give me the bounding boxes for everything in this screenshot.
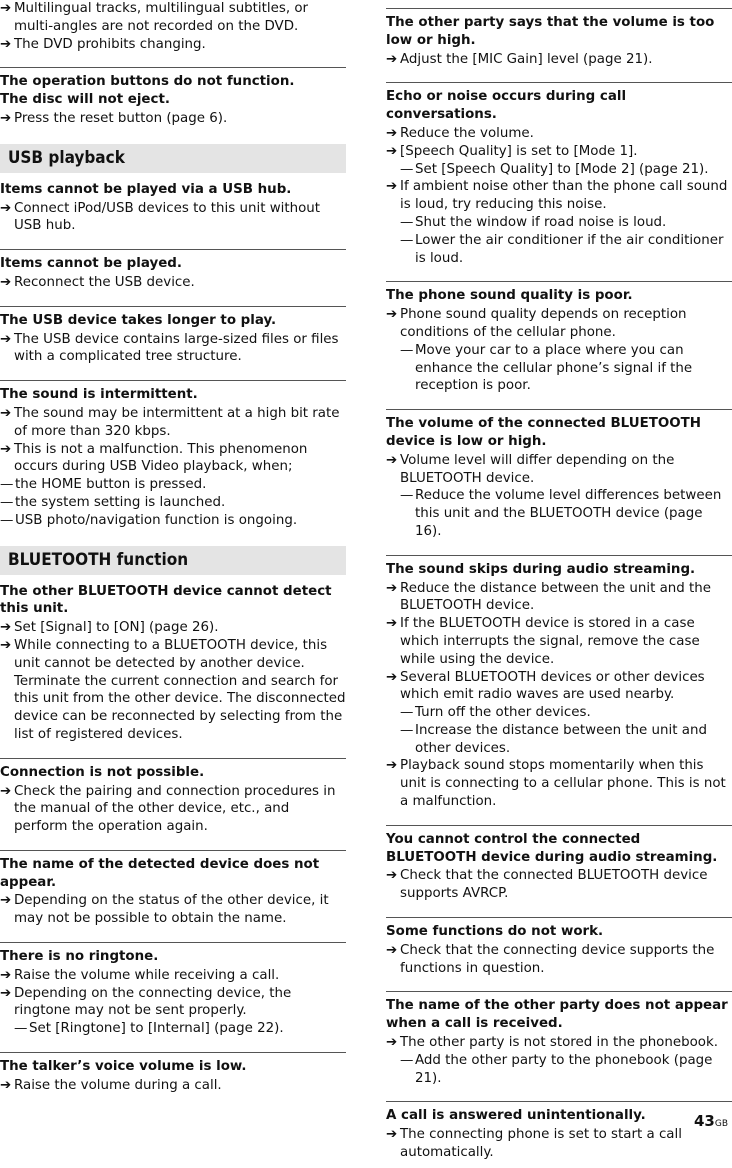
arrow-icon: ➔ xyxy=(386,51,398,67)
dash-icon: — xyxy=(400,232,414,248)
solution-text: The USB device contains large-sized files or files with a complicated tree structure. xyxy=(14,331,339,365)
problem-title-line: The name of the detected device does not appear. xyxy=(0,856,320,890)
sub-item xyxy=(386,704,732,722)
solution-text: Reduce the volume. xyxy=(400,125,534,141)
problem-title xyxy=(386,997,732,1033)
sub-item-text: Add the other party to the phonebook (page 21). xyxy=(415,1052,713,1086)
sub-item-text: Set [Speech Quality] to [Mode 2] (page 21). xyxy=(415,161,709,177)
solution-text: The other party is not stored in the phonebook. xyxy=(400,1035,718,1051)
problem-title xyxy=(386,88,732,124)
solution-text: Reconnect the USB device. xyxy=(14,274,195,290)
solution-item xyxy=(386,125,732,143)
solution-item xyxy=(0,274,346,292)
troubleshoot-entry xyxy=(0,850,346,934)
solution-item xyxy=(0,892,346,928)
arrow-icon: ➔ xyxy=(0,331,12,347)
arrow-icon: ➔ xyxy=(386,307,398,323)
sub-item-text: the system setting is launched. xyxy=(15,494,226,510)
sub-item-text: Set [Ringtone] to [Internal] (page 22). xyxy=(29,1021,284,1037)
sub-item xyxy=(386,232,732,268)
problem-title xyxy=(0,948,346,966)
dash-icon: — xyxy=(400,705,414,721)
problem-title xyxy=(0,1058,346,1076)
arrow-icon: ➔ xyxy=(0,1,12,16)
troubleshoot-entry xyxy=(0,249,346,298)
solution-text: Check that the connecting device supports the functions in question. xyxy=(400,942,715,976)
problem-title xyxy=(0,583,346,619)
arrow-icon: ➔ xyxy=(0,637,12,653)
arrow-icon: ➔ xyxy=(0,405,12,421)
solution-item xyxy=(0,619,346,637)
solution-item xyxy=(386,452,732,488)
sub-item xyxy=(386,487,732,540)
arrow-icon: ➔ xyxy=(386,669,398,685)
solution-text: Reduce the distance between the unit and the BLUETOOTH device. xyxy=(400,580,712,614)
solution-text: If ambient noise other than the phone call sound is loud, try reducing this noise. xyxy=(400,179,728,213)
arrow-icon: ➔ xyxy=(0,200,12,216)
problem-title xyxy=(386,561,732,579)
sub-item xyxy=(0,512,346,530)
problem-title xyxy=(0,764,346,782)
solution-item xyxy=(0,110,346,128)
problem-title xyxy=(0,255,346,273)
problem-title-line: Items cannot be played via a USB hub. xyxy=(0,181,292,197)
arrow-icon: ➔ xyxy=(0,620,12,636)
sub-item-text: Reduce the volume level differences between this unit and the BLUETOOTH device (page 16). xyxy=(415,488,722,539)
solution-text: This is not a malfunction. This phenomenon occurs during USB Video playback, when; xyxy=(14,441,308,475)
sub-item-text: Increase the distance between the unit and other devices. xyxy=(415,722,707,756)
troubleshoot-entry xyxy=(386,991,732,1093)
problem-title-line: A call is answered unintentionally. xyxy=(386,1108,646,1124)
solution-text: Multilingual tracks, multilingual subtitles, or multi-angles are not recorded on the DVD. xyxy=(14,1,309,34)
arrow-icon: ➔ xyxy=(0,893,12,909)
dash-icon: — xyxy=(14,1021,28,1037)
troubleshoot-entry xyxy=(386,82,732,273)
arrow-icon: ➔ xyxy=(386,143,398,159)
problem-title-line: Connection is not possible. xyxy=(0,764,205,780)
solution-text: Raise the volume while receiving a call. xyxy=(14,967,280,983)
solution-text: Depending on the status of the other device, it may not be possible to obtain the name. xyxy=(14,893,329,927)
problem-title xyxy=(0,181,346,199)
solution-item xyxy=(386,867,732,903)
solution-item xyxy=(0,985,346,1021)
arrow-icon: ➔ xyxy=(0,36,12,52)
dash-icon: — xyxy=(0,477,14,493)
solution-text: The connecting phone is set to start a call automatically. xyxy=(400,1127,682,1161)
arrow-icon: ➔ xyxy=(386,125,398,141)
problem-title-line: You cannot control the connected BLUETOOTH device during audio streaming. xyxy=(386,831,718,865)
solution-text: Phone sound quality depends on reception conditions of the cellular phone. xyxy=(400,307,687,340)
arrow-icon: ➔ xyxy=(386,452,398,468)
problem-title-line: Echo or noise occurs during call conversations. xyxy=(386,89,627,123)
solution-text: Press the reset button (page 6). xyxy=(14,110,228,126)
sub-item xyxy=(386,1052,732,1088)
troubleshoot-entry xyxy=(0,181,346,241)
problem-title xyxy=(0,856,346,892)
troubleshoot-entry xyxy=(386,1101,732,1167)
problem-title-line: The other BLUETOOTH device cannot detect this unit. xyxy=(0,583,332,617)
sub-item xyxy=(0,476,346,494)
page-number-value: 43 xyxy=(693,1112,715,1131)
dash-icon: — xyxy=(400,161,414,177)
arrow-icon: ➔ xyxy=(0,783,12,799)
problem-title xyxy=(386,831,732,867)
sub-item xyxy=(386,214,732,232)
dash-icon: — xyxy=(0,494,14,510)
sub-item xyxy=(0,1020,346,1038)
page-number-suffix: GB xyxy=(714,1119,728,1130)
arrow-icon: ➔ xyxy=(0,110,12,126)
solution-item xyxy=(0,405,346,441)
troubleshoot-entry xyxy=(0,380,346,535)
solution-text: Depending on the connecting device, the ringtone may not be sent properly. xyxy=(14,985,292,1019)
solution-item xyxy=(386,178,732,214)
solution-item xyxy=(0,783,346,836)
solution-text: Check the pairing and connection procedures in the manual of the other device, etc., and perform the operation again. xyxy=(14,783,336,835)
problem-title-line: The sound is intermittent. xyxy=(0,387,198,403)
arrow-icon: ➔ xyxy=(386,942,398,958)
troubleshoot-entry xyxy=(0,942,346,1044)
solution-text: [Speech Quality] is set to [Mode 1]. xyxy=(400,143,638,159)
arrow-icon: ➔ xyxy=(386,179,398,195)
right-column xyxy=(386,0,732,1168)
problem-title xyxy=(0,386,346,404)
arrow-icon: ➔ xyxy=(386,758,398,774)
solution-item xyxy=(386,580,732,616)
problem-title xyxy=(386,1107,732,1125)
solution-item xyxy=(0,331,346,367)
troubleshoot-entry xyxy=(0,67,346,133)
solution-text: Adjust the [MIC Gain] level (page 21). xyxy=(400,51,653,67)
solution-item xyxy=(0,637,346,744)
sub-item xyxy=(386,161,732,179)
solution-item xyxy=(386,1126,732,1162)
solution-item xyxy=(0,441,346,477)
problem-title-line: The name of the other party does not appear when a call is received. xyxy=(386,998,728,1032)
troubleshoot-entry xyxy=(386,917,732,983)
arrow-icon: ➔ xyxy=(386,868,398,884)
sub-item-text: Turn off the other devices. xyxy=(415,705,591,721)
sub-item-text: USB photo/navigation function is ongoing. xyxy=(15,512,298,528)
dash-icon: — xyxy=(400,214,414,230)
solution-text: Playback sound stops momentarily when this unit is connecting to a cellular phone. This is not a malfunction. xyxy=(400,758,726,810)
solution-item xyxy=(0,36,346,54)
dash-icon: — xyxy=(400,722,414,738)
problem-title xyxy=(386,287,732,305)
solution-item xyxy=(386,669,732,705)
troubleshoot-entry xyxy=(386,281,732,401)
solution-item xyxy=(386,615,732,668)
solution-item xyxy=(386,757,732,810)
solution-text: If the BLUETOOTH device is stored in a case which interrupts the signal, remove the case while using the device. xyxy=(400,616,700,667)
troubleshoot-entry xyxy=(386,825,732,909)
problem-title-line: The volume of the connected BLUETOOTH device is low or high. xyxy=(386,416,701,449)
sub-item-text: the HOME button is pressed. xyxy=(15,477,207,493)
solution-item xyxy=(386,306,732,342)
dash-icon: — xyxy=(0,512,14,528)
problem-title xyxy=(386,14,732,50)
sub-item-text: Move your car to a place where you can enhance the cellular phone’s signal if the reception is poor. xyxy=(415,342,693,394)
troubleshoot-entry xyxy=(0,0,346,59)
solution-text: While connecting to a BLUETOOTH device, this unit cannot be detected by another device. Terminate the current connection and search for this unit from the other device. The disconnected device can be reconnected by selecting from the list of registered devices. xyxy=(14,637,346,742)
problem-title-line: The operation buttons do not function. xyxy=(0,74,295,90)
sub-item-text: Lower the air conditioner if the air conditioner is loud. xyxy=(415,232,724,266)
arrow-icon: ➔ xyxy=(0,441,12,457)
section-heading: BLUETOOTH function xyxy=(0,546,346,575)
problem-title-line: The phone sound quality is poor. xyxy=(386,288,633,304)
sub-item-text: Shut the window if road noise is loud. xyxy=(415,214,667,230)
problem-title xyxy=(386,923,732,941)
problem-title-line: There is no ringtone. xyxy=(0,949,159,965)
problem-title-line: The other party says that the volume is too low or high. xyxy=(386,15,715,48)
solution-text: Volume level will differ depending on the BLUETOOTH device. xyxy=(400,452,675,486)
problem-title xyxy=(0,73,346,109)
problem-title-line: The USB device takes longer to play. xyxy=(0,312,277,328)
arrow-icon: ➔ xyxy=(386,616,398,632)
left-column xyxy=(0,0,346,1101)
problem-title-line: The sound skips during audio streaming. xyxy=(386,561,696,577)
problem-title-line: Some functions do not work. xyxy=(386,924,604,940)
troubleshoot-entry xyxy=(0,306,346,372)
dash-icon: — xyxy=(400,1052,414,1068)
sub-item xyxy=(386,342,732,395)
solution-text: Raise the volume during a call. xyxy=(14,1077,222,1093)
sub-item xyxy=(0,494,346,512)
solution-item xyxy=(386,942,732,978)
solution-item xyxy=(386,51,732,69)
arrow-icon: ➔ xyxy=(0,985,12,1001)
troubleshoot-entry xyxy=(0,583,346,750)
arrow-icon: ➔ xyxy=(386,1127,398,1143)
solution-item xyxy=(0,1077,346,1095)
troubleshoot-entry xyxy=(0,1052,346,1101)
solution-text: Check that the connected BLUETOOTH device supports AVRCP. xyxy=(400,868,708,902)
dash-icon: — xyxy=(400,342,414,358)
sub-item xyxy=(386,722,732,758)
arrow-icon: ➔ xyxy=(0,1077,12,1093)
dash-icon: — xyxy=(400,488,414,504)
arrow-icon: ➔ xyxy=(386,1035,398,1051)
page-number xyxy=(694,1113,728,1134)
problem-title-line: The disc will not eject. xyxy=(0,92,170,108)
troubleshoot-entry xyxy=(386,555,732,817)
solution-text: The DVD prohibits changing. xyxy=(14,36,206,52)
solution-item xyxy=(0,0,346,36)
solution-item xyxy=(386,143,732,161)
troubleshoot-entry xyxy=(0,758,346,842)
troubleshoot-entry xyxy=(386,409,732,547)
problem-title-line: Items cannot be played. xyxy=(0,256,182,272)
arrow-icon: ➔ xyxy=(0,274,12,290)
solution-text: Connect iPod/USB devices to this unit without USB hub. xyxy=(14,200,321,234)
problem-title xyxy=(386,415,732,451)
solution-item xyxy=(0,967,346,985)
arrow-icon: ➔ xyxy=(386,580,398,596)
troubleshoot-entry xyxy=(386,8,732,74)
problem-title xyxy=(0,312,346,330)
solution-text: Several BLUETOOTH devices or other devices which emit radio waves are used nearby. xyxy=(400,669,705,703)
solution-item xyxy=(386,1034,732,1052)
arrow-icon: ➔ xyxy=(0,967,12,983)
solution-item xyxy=(0,200,346,236)
section-heading: USB playback xyxy=(0,144,346,173)
solution-text: Set [Signal] to [ON] (page 26). xyxy=(14,620,219,636)
solution-text: The sound may be intermittent at a high bit rate of more than 320 kbps. xyxy=(14,405,340,439)
problem-title-line: The talker’s voice volume is low. xyxy=(0,1059,247,1075)
